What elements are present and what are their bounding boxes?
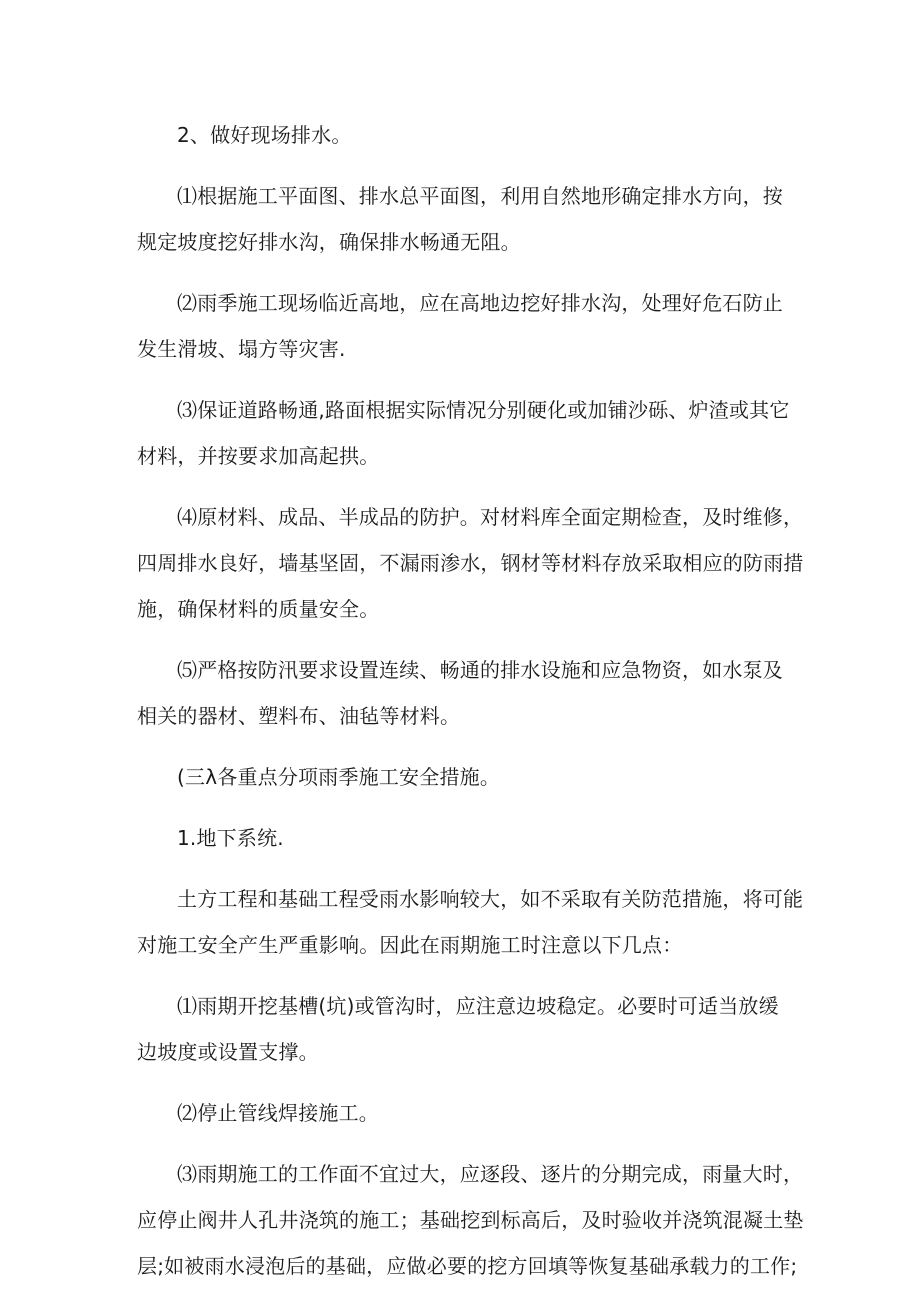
text-line: 四周排水良好，墙基坚固，不漏雨渗水，钢材等材料存放采取相应的防雨措 <box>137 551 804 575</box>
document-body <box>137 112 802 1304</box>
text-line: 发生滑坡、塌方等灾害. <box>137 337 346 361</box>
text-line: 2、做好现场排水。 <box>177 123 352 147</box>
text-line: ⑶保证道路畅通,路面根据实际情况分别硬化或加铺沙砾、炉渣或其它 <box>177 398 790 422</box>
text-line: 对施工安全产生严重影响。因此在雨期施工时注意以下几点： <box>137 933 683 957</box>
paragraph <box>137 1090 802 1136</box>
paragraph <box>137 876 802 968</box>
text-line: 层;如被雨水浸泡后的基础，应做必要的挖方回填等恢复基础承载力的工作; <box>137 1254 798 1278</box>
text-line: 土方工程和基础工程受雨水影响较大，如不采取有关防范措施，将可能 <box>177 887 804 911</box>
text-line: ⑷原材料、成品、半成品的防护。对材料库全面定期检查，及时维修， <box>177 505 804 529</box>
paragraph <box>137 647 802 739</box>
paragraph <box>137 112 802 158</box>
text-line: 规定坡度挖好排水沟，确保排水畅通无阻。 <box>137 230 521 254</box>
text-line: ⑶雨期施工的工作面不宜过大，应逐段、逐片的分期完成，雨量大时， <box>177 1162 804 1186</box>
paragraph <box>137 494 802 632</box>
paragraph <box>137 387 802 479</box>
text-line: ⑴根据施工平面图、排水总平面图，利用自然地形确定排水方向，按 <box>177 184 783 208</box>
text-line: (三λ各重点分项雨季施工安全措施。 <box>177 765 501 789</box>
text-line: ⑸严格按防汛要求设置连续、畅通的排水设施和应急物资，如水泵及 <box>177 658 783 682</box>
paragraph <box>137 983 802 1075</box>
subsection-heading <box>137 815 802 861</box>
text-line: 施，确保材料的质量安全。 <box>137 597 380 621</box>
text-line: ⑴雨期开挖基槽(坑)或管沟时，应注意边坡稳定。必要时可适当放缓 <box>177 994 779 1018</box>
text-line: ⑵雨季施工现场临近高地，应在高地边挖好排水沟，处理好危石防止 <box>177 291 783 315</box>
text-line: ⑵停止管线焊接施工。 <box>177 1101 379 1125</box>
section-heading <box>137 754 802 800</box>
text-line: 边坡度或设置支撑。 <box>137 1040 319 1064</box>
text-line: 相关的器材、塑料布、油毡等材料。 <box>137 704 461 728</box>
paragraph <box>137 173 802 265</box>
text-line: 材料，并按要求加高起拱。 <box>137 444 380 468</box>
paragraph <box>137 280 802 372</box>
paragraph <box>137 1151 802 1289</box>
text-line: 1.地下系统. <box>177 826 284 850</box>
text-line: 应停止阀井人孔井浇筑的施工；基础挖到标高后，及时验收并浇筑混凝土垫 <box>137 1208 804 1232</box>
